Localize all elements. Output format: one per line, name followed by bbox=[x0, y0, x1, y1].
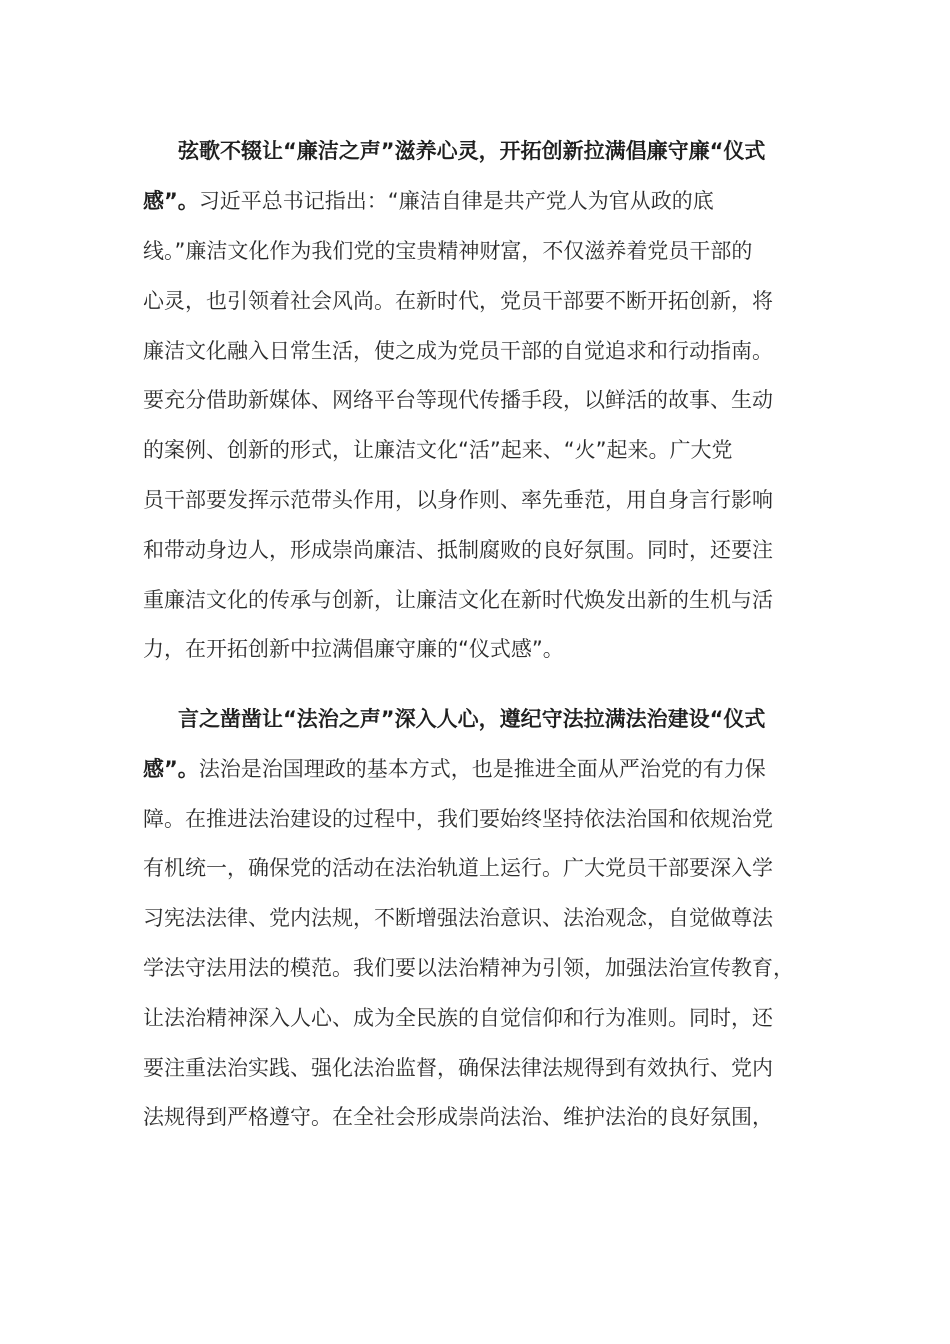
paragraph-line: 要充分借助新媒体、网络平台等现代传播手段，以鲜活的故事、生动 bbox=[143, 388, 773, 412]
paragraph-line: 和带动身边人，形成崇尚廉洁、抵制腐败的良好氛围。同时，还要注 bbox=[143, 538, 773, 562]
paragraph-line: 感”。习近平总书记指出：“廉洁自律是共产党人为官从政的底 bbox=[143, 189, 714, 213]
paragraph-heading: 言之凿凿让“法治之声”深入人心，遵纪守法拉满法治建设“仪式 bbox=[178, 707, 766, 731]
paragraph-line: 重廉洁文化的传承与创新，让廉洁文化在新时代焕发出新的生机与活 bbox=[143, 588, 773, 612]
paragraph-line: 感”。法治是治国理政的基本方式，也是推进全面从严治党的有力保 bbox=[143, 757, 766, 781]
paragraph-heading: 感”。 bbox=[143, 189, 199, 213]
paragraph-heading: 弦歌不辍让“廉洁之声”滋养心灵，开拓创新拉满倡廉守廉“仪式 bbox=[178, 139, 766, 163]
paragraph-line: 的案例、创新的形式，让廉洁文化“活”起来、“火”起来。广大党 bbox=[143, 438, 733, 462]
paragraph-line: 廉洁文化融入日常生活，使之成为党员干部的自觉追求和行动指南。 bbox=[143, 339, 773, 363]
paragraph-line: 要注重法治实践、强化法治监督，确保法律法规得到有效执行、党内 bbox=[143, 1056, 773, 1080]
paragraph-line bbox=[178, 131, 858, 171]
paragraph-heading: 感”。 bbox=[143, 757, 199, 781]
paragraph-line bbox=[178, 699, 858, 739]
paragraph-line: 线。”廉洁文化作为我们党的宝贵精神财富，不仅滋养着党员干部的 bbox=[143, 239, 753, 263]
paragraph-line: 有机统一，确保党的活动在法治轨道上运行。广大党员干部要深入学 bbox=[143, 856, 773, 880]
paragraph-line: 员干部要发挥示范带头作用，以身作则、率先垂范，用自身言行影响 bbox=[143, 488, 773, 512]
paragraph-line: 力，在开拓创新中拉满倡廉守廉的“仪式感”。 bbox=[143, 637, 564, 661]
paragraph-line: 习宪法法律、党内法规，不断增强法治意识、法治观念，自觉做尊法 bbox=[143, 906, 773, 930]
paragraph-line: 心灵，也引领着社会风尚。在新时代，党员干部要不断开拓创新，将 bbox=[143, 289, 773, 313]
paragraph-line: 学法守法用法的模范。我们要以法治精神为引领，加强法治宣传教育， bbox=[143, 956, 794, 980]
paragraph-line: 障。在推进法治建设的过程中，我们要始终坚持依法治国和依规治党 bbox=[143, 807, 773, 831]
paragraph-line: 法规得到严格遵守。在全社会形成崇尚法治、维护法治的良好氛围， bbox=[143, 1105, 773, 1129]
paragraph-line: 让法治精神深入人心、成为全民族的自觉信仰和行为准则。同时，还 bbox=[143, 1006, 773, 1030]
